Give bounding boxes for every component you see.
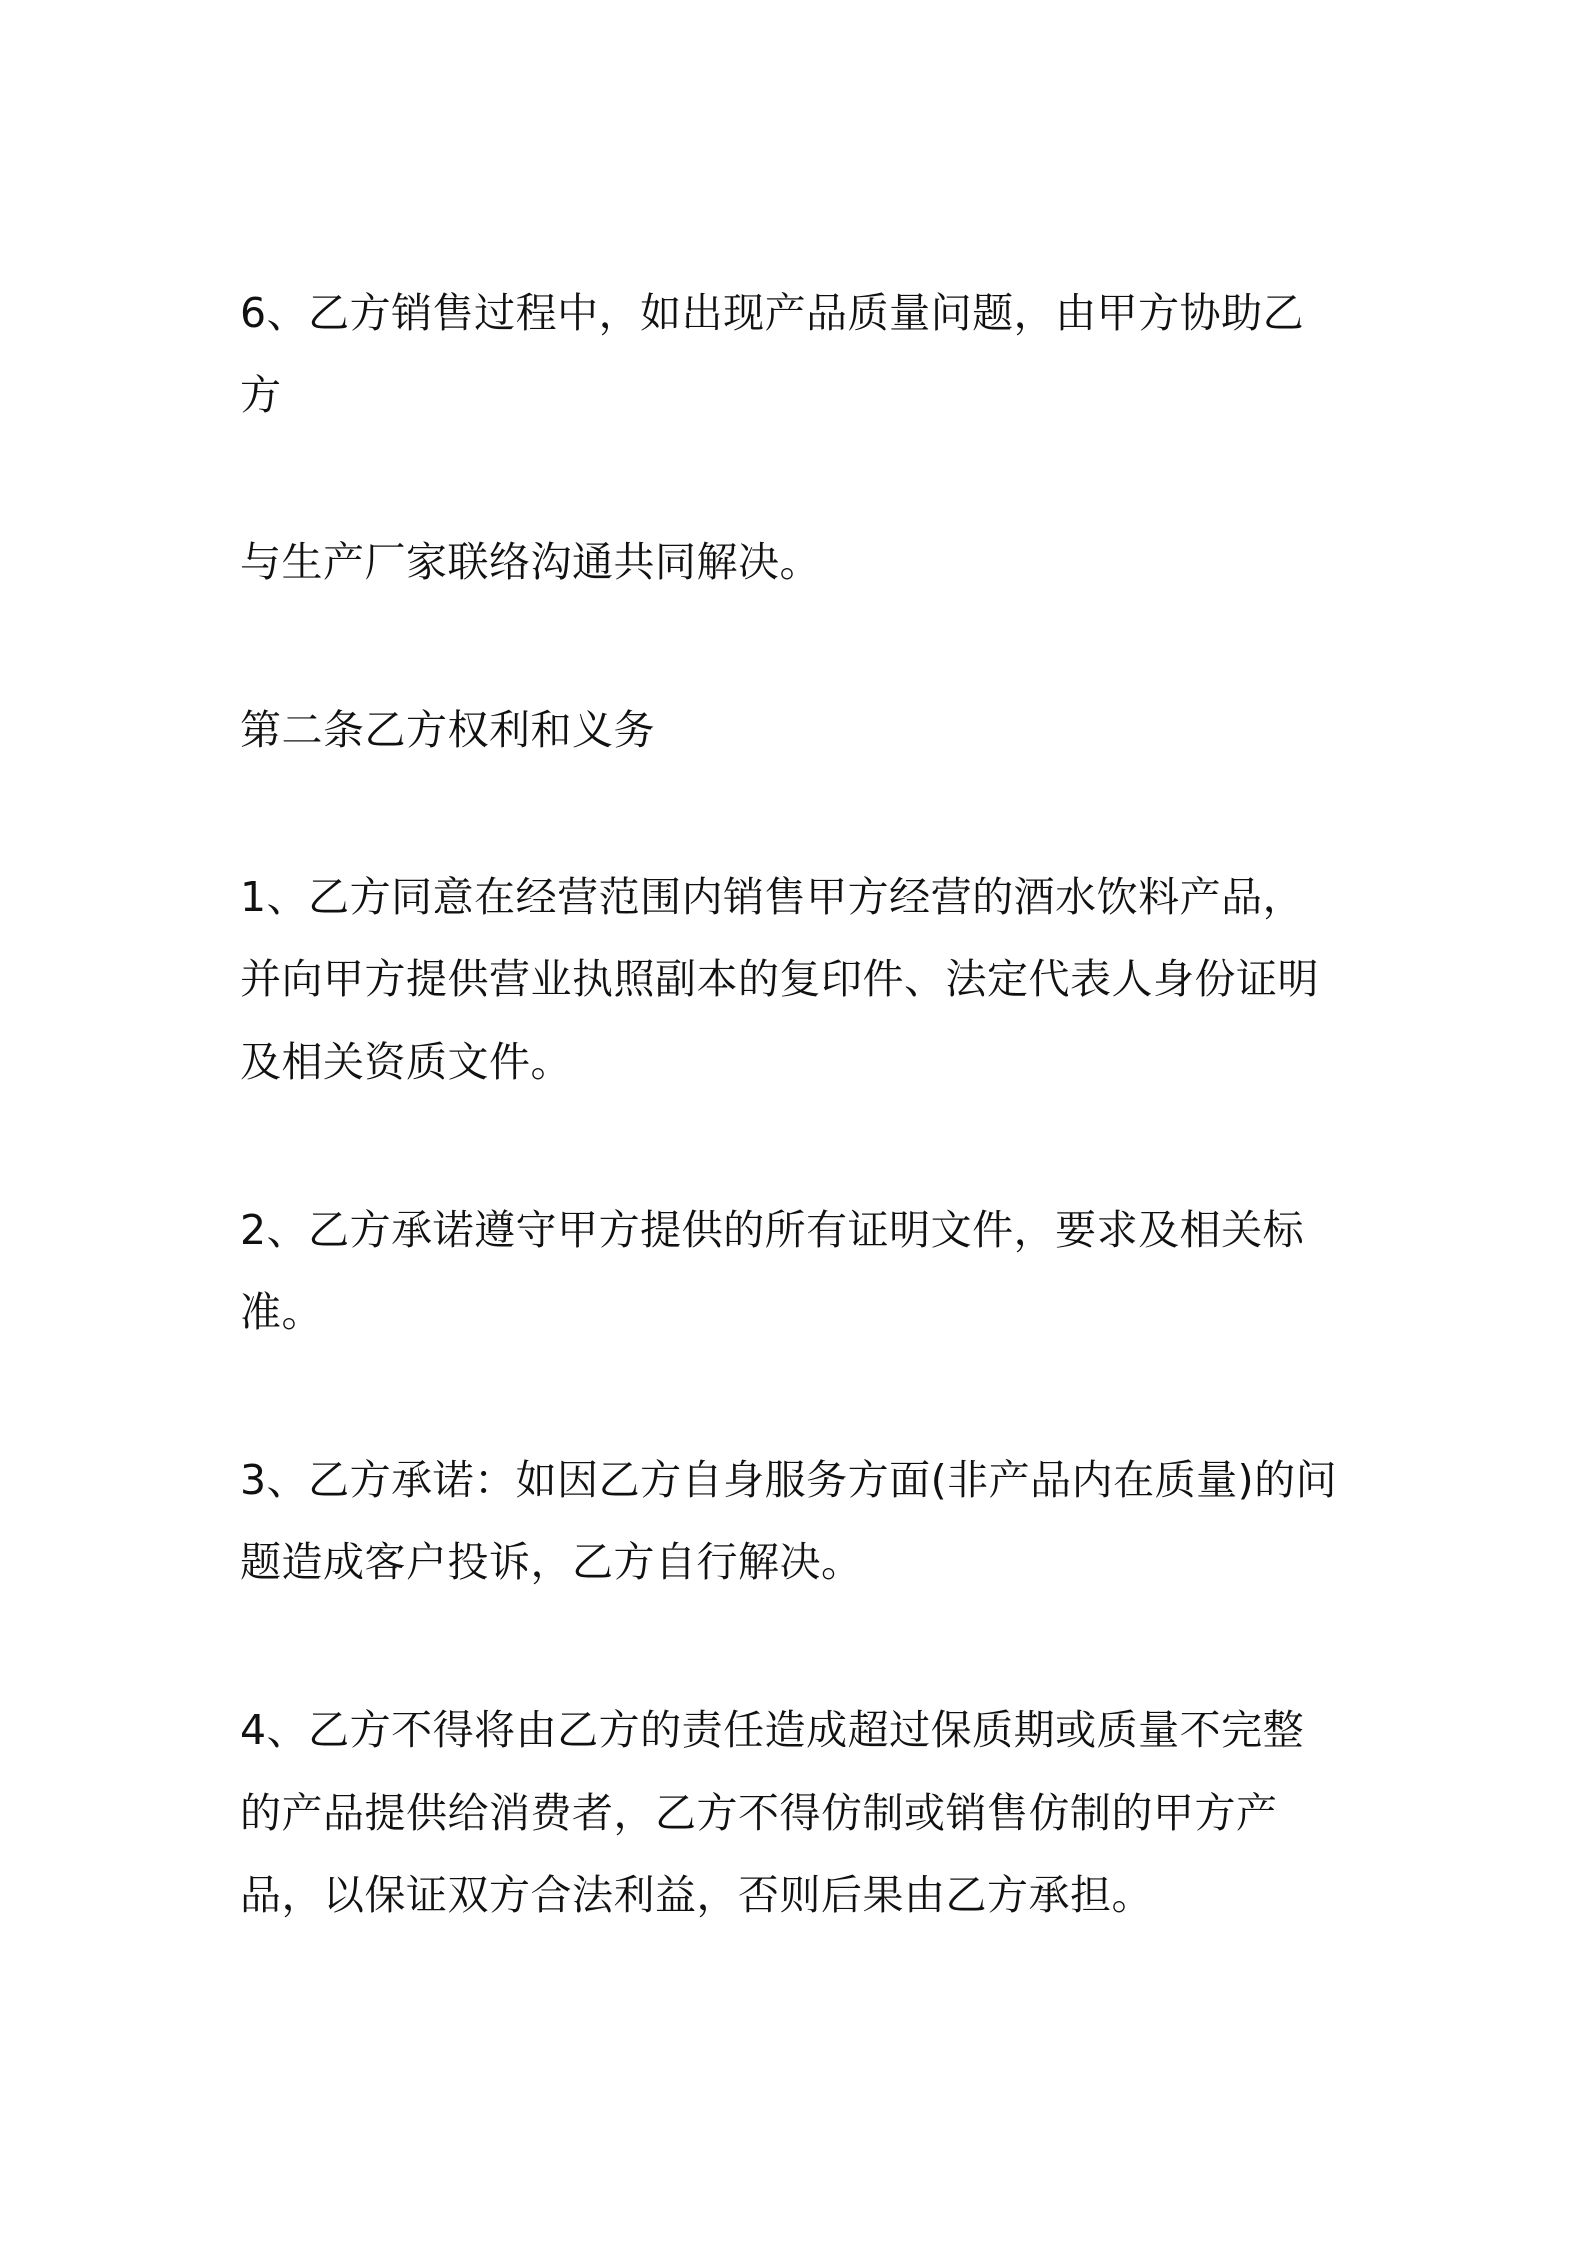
item6-line3: 与生产厂家联络沟通共同解决。 <box>240 538 821 586</box>
section-heading: 第二条乙方权利和义务 <box>240 706 655 754</box>
item1-line2: 并向甲方提供营业执照副本的复印件、法定代表人身份证明 <box>240 955 1319 1003</box>
item3-line1: 3、乙方承诺：如因乙方自身服务方面(非产品内在质量)的问 <box>240 1456 1338 1504</box>
item4-line2: 的产品提供给消费者，乙方不得仿制或销售仿制的甲方产 <box>240 1789 1278 1837</box>
item2-line2: 准。 <box>240 1288 323 1336</box>
item2-line1: 2、乙方承诺遵守甲方提供的所有证明文件，要求及相关标 <box>240 1206 1305 1254</box>
item4-line1: 4、乙方不得将由乙方的责任造成超过保质期或质量不完整 <box>240 1706 1305 1754</box>
item3-line2: 题造成客户投诉，乙方自行解决。 <box>240 1538 863 1586</box>
item6-line1: 6、乙方销售过程中，如出现产品质量问题，由甲方协助乙 <box>240 289 1305 337</box>
item4-line3: 品，以保证双方合法利益，否则后果由乙方承担。 <box>240 1871 1153 1919</box>
item1-line3: 及相关资质文件。 <box>240 1038 572 1086</box>
item6-line2: 方 <box>240 371 282 419</box>
item1-line1: 1、乙方同意在经营范围内销售甲方经营的酒水饮料产品， <box>240 873 1305 921</box>
